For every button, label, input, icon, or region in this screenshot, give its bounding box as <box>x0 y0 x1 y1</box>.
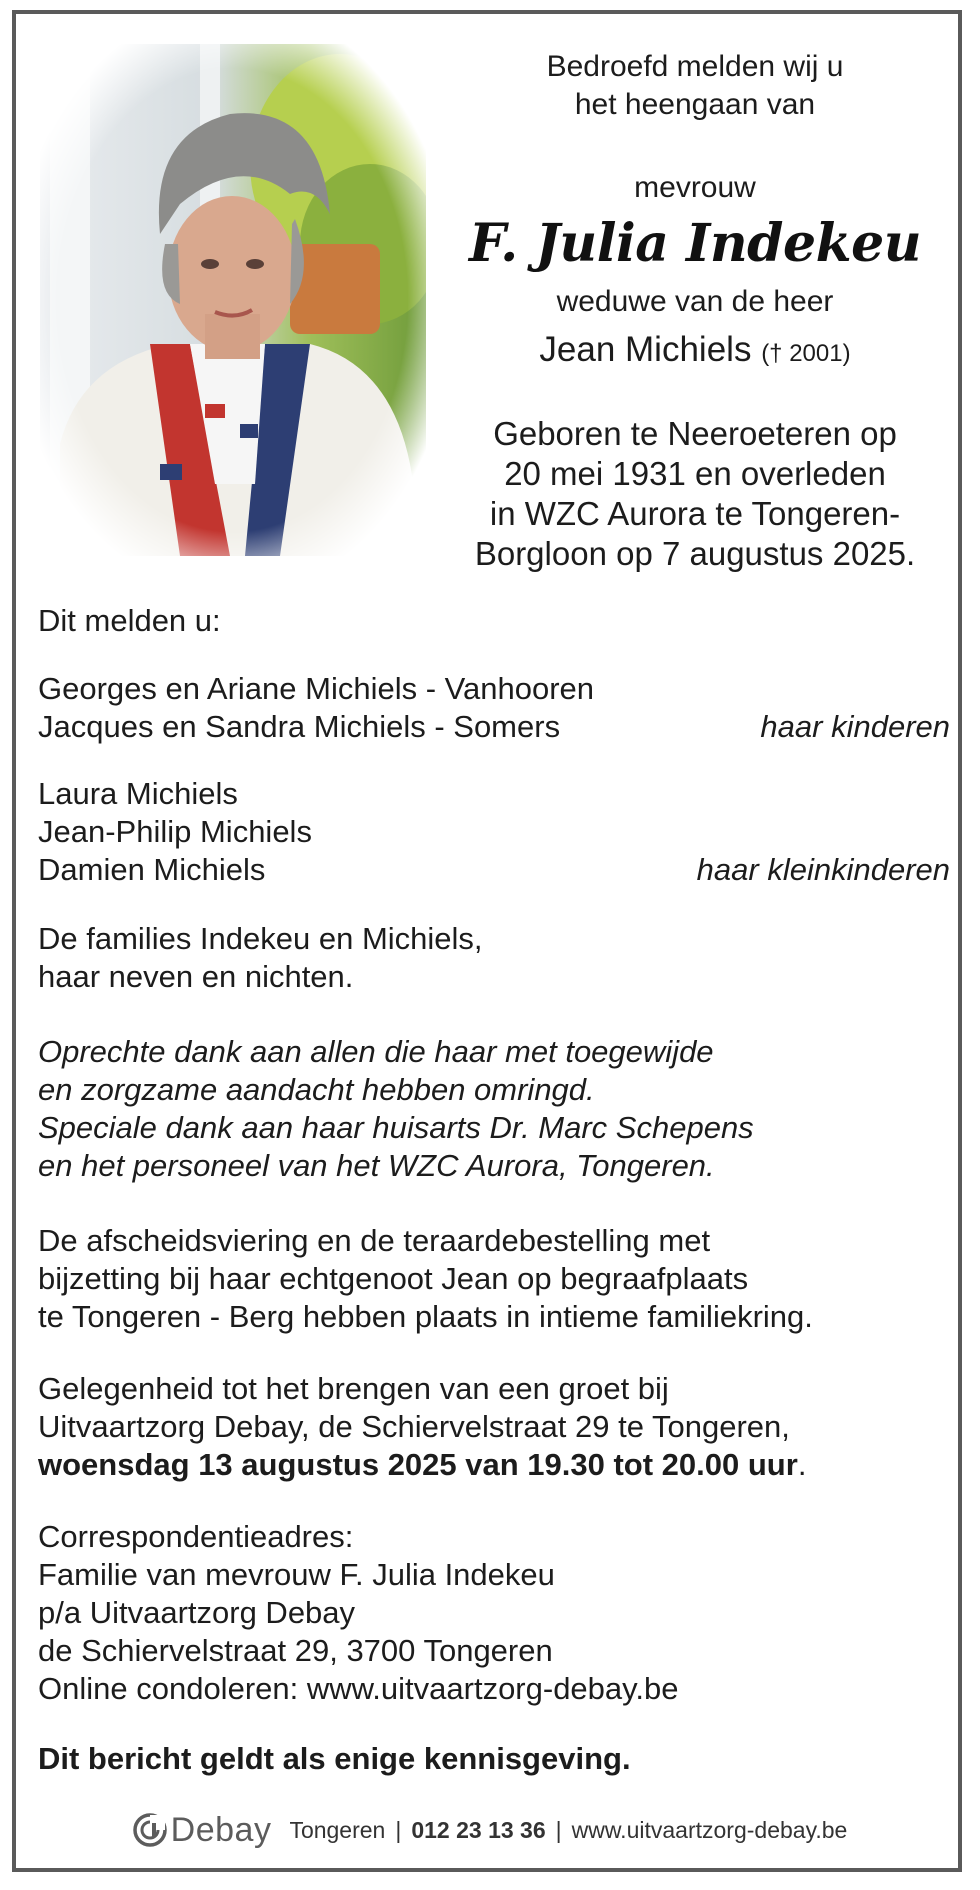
birth-line: Geboren te Neeroeteren op <box>493 415 897 452</box>
correspondence-line: Online condoleren: www.uitvaartzorg-debay.be <box>38 1671 679 1706</box>
correspondence-line: Correspondentieadres: <box>38 1519 354 1554</box>
spouse-line <box>450 328 940 376</box>
debay-logo <box>133 1811 272 1850</box>
correspondence-line: Familie van mevrouw F. Julia Indekeu <box>38 1557 555 1592</box>
children-row <box>38 708 950 746</box>
debay-logo-icon <box>133 1813 167 1847</box>
grandchild-name: Laura Michiels <box>38 776 238 811</box>
ceremony-line: bijzetting bij haar echtgenoot Jean op begraafplaats <box>38 1261 749 1296</box>
final-notice-text: Dit bericht geldt als enige kennisgeving. <box>38 1741 631 1776</box>
footer-phone[interactable]: 012 23 13 36 <box>411 1816 546 1843</box>
announcers-intro <box>38 602 950 640</box>
visit-time: woensdag 13 augustus 2025 van 19.30 tot 20.00 uur <box>38 1447 798 1482</box>
visit-line: Uitvaartzorg Debay, de Schiervelstraat 29 te Tongeren, <box>38 1409 790 1444</box>
correspondence-line: de Schiervelstraat 29, 3700 Tongeren <box>38 1633 553 1668</box>
families-section <box>38 920 950 996</box>
footer-separator: | <box>555 1816 562 1843</box>
families-line: haar neven en nichten. <box>38 959 354 994</box>
families-line: De families Indekeu en Michiels, <box>38 921 483 956</box>
birth-line: Borgloon op 7 augustus 2025. <box>474 535 916 572</box>
final-notice <box>38 1740 950 1778</box>
correspondence-line: p/a Uitvaartzorg Debay <box>38 1595 356 1630</box>
birth-death-text <box>450 414 940 574</box>
children-section <box>38 670 950 746</box>
ceremony-section <box>38 1222 950 1336</box>
birth-line: 20 mei 1931 en overleden <box>504 455 886 492</box>
thanks-line: en zorgzame aandacht hebben omringd. <box>38 1072 595 1107</box>
portrait-photo <box>40 44 426 556</box>
grandchild-name: Jean-Philip Michiels <box>38 814 312 849</box>
widow-of-text: weduwe van de heer <box>556 285 834 318</box>
funeral-home-footer <box>0 1808 980 1852</box>
visitation-section <box>38 1370 950 1484</box>
child-name: Jacques en Sandra Michiels - Somers <box>38 709 561 744</box>
spouse-death: († 2001) <box>761 340 851 367</box>
correspondence-section <box>38 1518 950 1708</box>
thanks-line: Speciale dank aan haar huisarts Dr. Marc Schepens <box>38 1110 754 1145</box>
footer-separator: | <box>395 1816 402 1843</box>
footer-city: Tongeren <box>289 1816 386 1843</box>
visit-line: Gelegenheid tot het brengen van een groet bij <box>38 1371 669 1406</box>
spouse-name: Jean Michiels <box>539 330 752 369</box>
deceased-name: F. Julia Indekeu <box>468 213 922 274</box>
intro-line: Bedroefd melden wij u <box>546 50 844 83</box>
thanks-section <box>38 1033 950 1185</box>
footer-website-link[interactable]: www.uitvaartzorg-debay.be <box>571 1816 848 1843</box>
melden-text: Dit melden u: <box>38 603 221 638</box>
intro-text <box>450 48 940 124</box>
grandchildren-section <box>38 775 950 889</box>
logo-text: Debay <box>170 1810 272 1849</box>
birth-line: in WZC Aurora te Tongeren- <box>489 495 901 532</box>
grandchildren-row <box>38 851 950 889</box>
intro-line: het heengaan van <box>574 88 816 121</box>
ceremony-line: te Tongeren - Berg hebben plaats in intieme familiekring. <box>38 1299 813 1334</box>
thanks-line: Oprechte dank aan allen die haar met toegewijde <box>38 1034 714 1069</box>
grandchildren-label: haar kleinkinderen <box>696 852 950 887</box>
visit-time-line <box>38 1446 950 1484</box>
ceremony-line: De afscheidsviering en de teraardebestelling met <box>38 1223 711 1258</box>
deceased-title: mevrouw <box>634 171 756 204</box>
thanks-line: en het personeel van het WZC Aurora, Tongeren. <box>38 1148 715 1183</box>
visit-time-end: . <box>797 1447 807 1482</box>
grandchild-name: Damien Michiels <box>38 852 266 887</box>
children-label: haar kinderen <box>760 709 950 744</box>
child-name: Georges en Ariane Michiels - Vanhooren <box>38 671 595 706</box>
